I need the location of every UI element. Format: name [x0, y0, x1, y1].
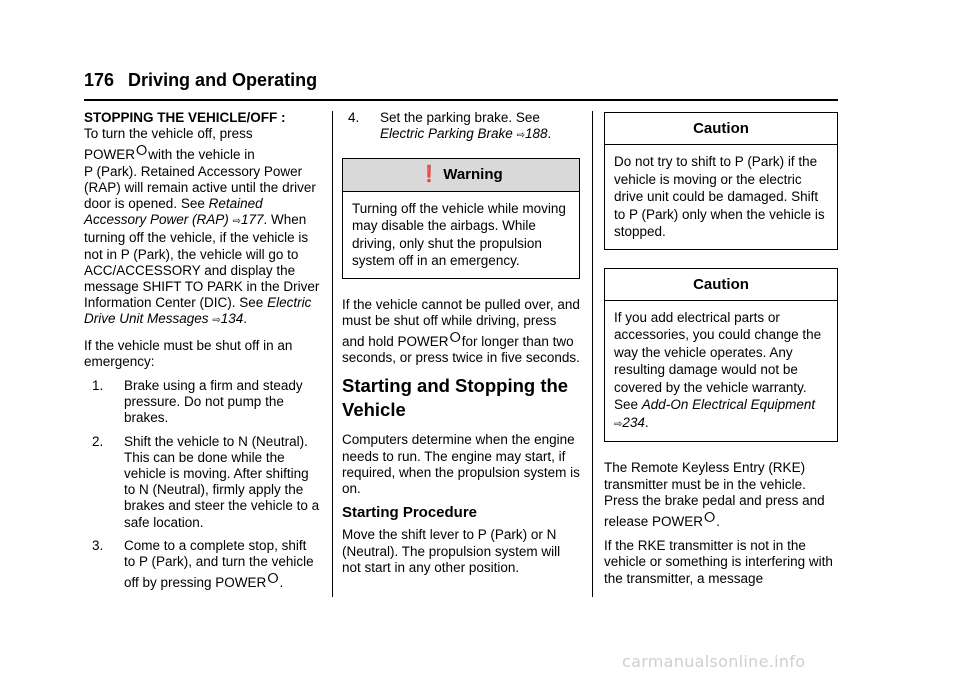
- caution-header: Caution: [605, 269, 837, 301]
- page-ref-arrow-icon: ⇨: [212, 315, 221, 327]
- list-item: 4. Set the parking brake. See Electric Parking Brake ⇨188.: [348, 110, 552, 142]
- paragraph: If the vehicle must be shut off in an emergency:: [84, 337, 293, 369]
- power-icon: ⭘: [449, 329, 461, 346]
- cross-reference-link[interactable]: Electric Parking Brake: [380, 126, 513, 142]
- watermark: carmanualsonline.info: [622, 652, 806, 671]
- paragraph: If the vehicle cannot be pulled over, and must be shut off while driving, press and hold POWER⭘for longer than two seconds, or press twice in five seconds.: [342, 296, 580, 366]
- paragraph: Computers determine when the engine needs to run. The engine may start, if required, when the propulsion system is on.: [342, 432, 580, 497]
- column-2: [342, 110, 580, 584]
- caution-header: Caution: [605, 113, 837, 145]
- cross-reference-link[interactable]: Electric Drive Unit Messages: [84, 295, 312, 327]
- page-ref-arrow-icon: ⇨: [614, 418, 623, 430]
- paragraph: To turn the vehicle off, press POWER⭘with the vehicle in P (Park). Retained Accessory Power (RAP) will remain active until the driver door is opened. See Retained Accessory Power (RAP) ⇨177. When turning off the vehicle, if the vehicle is not in P (Park), the vehicle will go to ACC/ACCESSORY and display the message SHIFT TO PARK in the Driver Information Center (DIC). See Electric Drive Unit Messages ⇨134.: [84, 126, 320, 327]
- column-1: [84, 110, 320, 598]
- cross-reference-link[interactable]: Retained Accessory Power (RAP): [84, 196, 263, 228]
- caution-box: [604, 112, 838, 250]
- subsection-heading: Starting Procedure: [342, 504, 478, 522]
- section-heading: Starting and Stopping the Vehicle: [342, 375, 569, 421]
- warning-box: [342, 158, 580, 278]
- power-icon: ⭘: [704, 509, 716, 526]
- power-icon: ⭘: [267, 570, 279, 587]
- caution-box: [604, 268, 838, 443]
- warning-icon: ❗: [419, 166, 440, 184]
- paragraph: Move the shift lever to P (Park) or N (Neutral). The propulsion system will not start in any other position.: [342, 527, 561, 575]
- list-item: 2. Shift the vehicle to N (Neutral). This can be done while the vehicle is moving. After shifting to N (Neutral), firmly apply the brakes and steer the vehicle to a safe location.: [92, 433, 320, 530]
- page-ref-arrow-icon: ⇨: [232, 216, 241, 228]
- paragraph: If the RKE transmitter is not in the vehicle or something is interfering with the transmitter, a message: [604, 538, 833, 586]
- warning-body: Turning off the vehicle while moving may disable the airbags. While driving, only shut the propulsion system off in an emergency.: [352, 200, 566, 269]
- caution-body: If you add electrical parts or accessories, you could change the way the vehicle operates. Any resulting damage would not be covered by the vehicle warranty. See Add-On Electrical Equipment ⇨234.: [614, 309, 822, 430]
- page-header: [84, 70, 838, 91]
- power-icon: ⭘: [136, 142, 148, 159]
- subsection-heading: STOPPING THE VEHICLE/OFF :: [84, 110, 286, 125]
- list-item: 1. Brake using a firm and steady pressure. Do not pump the brakes.: [92, 378, 303, 426]
- list-item: 3. Come to a complete stop, shift to P (Park), and turn the vehicle off by pressing POWER⭘.: [92, 537, 314, 591]
- header-rule: [84, 99, 838, 101]
- column-divider: [332, 111, 333, 597]
- warning-header: ❗ Warning: [343, 159, 579, 191]
- page-number: 176: [84, 70, 115, 90]
- section-title: Driving and Operating: [128, 70, 318, 90]
- column-divider: [592, 111, 593, 597]
- caution-body: Do not try to shift to P (Park) if the vehicle is moving or the electric drive unit could be damaged. Shift to P (Park) only when the vehicle is stopped.: [614, 154, 825, 240]
- cross-reference-link[interactable]: Add-On Electrical Equipment: [641, 397, 816, 413]
- page-ref-arrow-icon: ⇨: [516, 130, 525, 142]
- paragraph: The Remote Keyless Entry (RKE) transmitter must be in the vehicle. Press the brake pedal and press and release POWER⭘.: [604, 460, 825, 530]
- column-3: [604, 110, 838, 595]
